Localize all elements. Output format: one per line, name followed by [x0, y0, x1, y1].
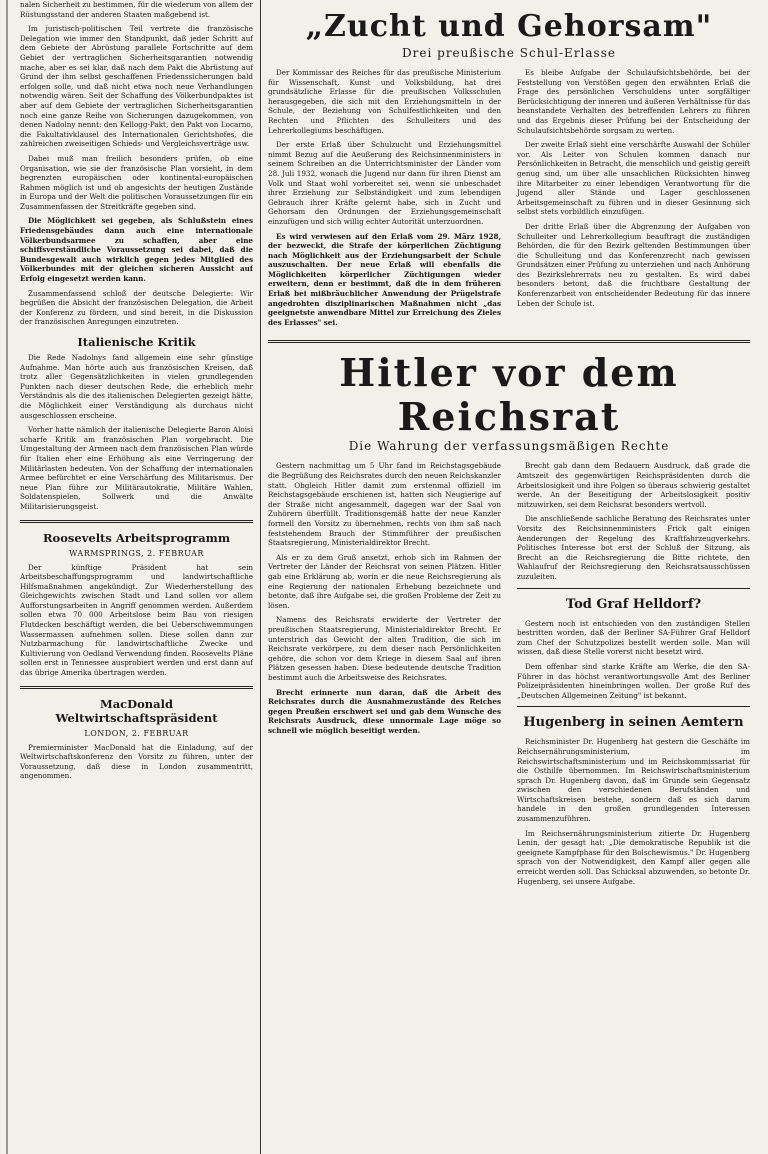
article-paragraph: Dabei muß man freilich besonders prüfen, ob eine Organisation, wie sie der französische Plan vorsieht, in dem begrenzten europäischen oder kontinental-europäischen Rahmen möglich ist und ob angesichts der heutigen Zustände in Europa und der Welt die politischen Voraussetzungen für ein Zusammenfassen der Streitkräfte gegeben sind.	[20, 153, 253, 211]
section-heading-helldorf: Tod Graf Helldorf?	[565, 596, 702, 612]
article-paragraph: Der zweite Erlaß sieht eine verschärfte Auswahl der Schüler vor. Als Leiter von Schulen kommen danach nur Persönlichkeiten in Betracht, die menschlich und geistig gereift genug sind, um über alle unsachlichen Rücksichten hinweg ihre Mitarbeiter zu einer lebendigen Verantwortung für die Jugend aller Stände und Lager geschlossenen Arbeitsgemeinschaft zu führen und in dieser Gesinnung sich selbst stets vorbildlich einzufügen.	[517, 140, 750, 217]
article-paragraph: Es bleibe Aufgabe der Schulaufsichtsbehörde, bei der Feststellung von Verstößen gegen den erwähnten Erlaß die Frage des persönlichen Verschuldens unter sorgfältiger Berücksichtigung der inneren und äußeren Verhältnisse für das beanstandete Verhalten des betreffenden Lehrers zu führen und das Ergebnis dieser Prüfung bei der Entscheidung der Schulaufsichtsbehörde sorgsam zu werten.	[517, 68, 750, 135]
section-heading-hugenberg: Hugenberg in seinen Aemtern	[523, 715, 744, 731]
article-paragraph: Namens des Reichsrats erwiderte der Vertreter der preußischen Staatsregierung, Ministerialdirektor Brecht. Er unterstrich das Gewicht der alten Tradition, die sich im Reichsrate verkörpere, zu dem dieser nach Persönlichkeiten gehöre, die schon vor dem Kriege in diesem Saal auf ihren Plätzen gesessen haben. Diese bedeutende deutsche Tradition bestimmt auch die Arbeitsweise des Reichsrates.	[268, 615, 501, 682]
article-paragraph: Der erste Erlaß über Schulzucht und Erziehungsmittel nimmt Bezug auf die Aeußerung des Reichsinnenministers in seinem Schreiben an die Unterrichtsminister der Länder vom 28. Juli 1932, wonach die Jugend nur dann für ihren Dienst am Volk und Staat wohl vorbereitet sei, wenn sie unbeschadet ihrer Erziehung zur Selbständigkeit und zum lebendigen Gebrauch ihrer Kräfte gelernt habe, sich in Zucht und Gehorsam den Ordnungen der Erziehungsgemeinschaft einzufügen und sich willig echter Autorität unterzuordnen.	[268, 140, 501, 226]
article-paragraph-bold: Es wird verwiesen auf den Erlaß vom 29. März 1928, der bezweckt, die Strafe der körperlichen Züchtigung nach Möglichkeit aus der Erziehungsarbeit der Schule auszuschalten. Der neue Erlaß will ebenfalls die Möglichkeiten körperlicher Züchtigungen wieder erweitern, denn er bestimmt, daß die in dem früheren Erlaß bei mißbräuchlicher Anwendung der Prügelstrafe angedrohten disziplinarischen Maßnahmen nicht „das geeignetste anwendbare Mittel zur Erreichung des Zieles des Erlasses" sei.	[268, 231, 501, 327]
section-heading-italian-critique: Italienische Kritik	[77, 335, 196, 349]
article-paragraph: Gestern nachmittag um 5 Uhr fand im Reichstagsgebäude die Begrüßung des Reichsrates durch den neuen Reichskanzler statt. Obgleich Hitler damit zum erstenmal offiziell im Reichstagsgebäude erschienen ist, hatten sich Neugierige auf der Straße nicht angesammelt, dagegen war der Saal von Zuhörern überfüllt. Traditionsgemäß hatte der neue Kanzler formell den Vorsitz zu übernehmen, rechts von ihm saß nach feststehendem Brauch der Stimmführer der preußischen Staatsregierung, Ministerialdirektor Brecht.	[268, 461, 501, 548]
section-divider	[20, 520, 253, 523]
left-column	[20, 0, 253, 1154]
section-heading-macdonald: MacDonald Weltwirtschaftspräsident	[55, 696, 218, 725]
article-paragraph: Im Reichsernährungsministerium zitierte Dr. Hugenberg Lenin, der gesagt hat: „Die demokratische Republik ist die geeignete Kampfphase für den Bolschewismus." Dr. Hugenberg sprach von der Notwendigkeit, den Kampf aller gegen alle erreicht werden soll. Das Schicksal abzuwenden, so betonte Dr. Hugenberg, sei unsere Aufgabe.	[517, 828, 750, 886]
article-paragraph: Gestern noch ist entschieden von den zuständigen Stellen bestritten worden, daß der Berliner SA-Führer Graf Helldorf zum Chef der Schutzpolizei bestellt werden solle. Man will wissen, daß diese Stelle vorerst nicht besetzt wird.	[517, 618, 750, 657]
headline-zucht-und-gehorsam: „Zucht und Gehorsam"	[305, 9, 713, 44]
article-paragraph: Zusammenfassend schloß der deutsche Delegierte: Wir begrüßen die Absicht der französischen Delegation, die Arbeit der Konferenz zu fördern, und sind bereit, in die Diskussion der französischen Anregungen einzutreten.	[20, 288, 253, 327]
article-two-columns	[268, 68, 750, 332]
section-divider	[268, 340, 750, 343]
subheadline-verfassung: Die Wahrung der verfassungsmäßigen Rechte	[348, 439, 670, 454]
article-column	[268, 68, 501, 332]
dateline: WARMSPRINGS, 2. FEBRUAR	[69, 548, 204, 558]
article-column	[268, 461, 501, 891]
article-paragraph: Als er zu dem Gruß ansetzt, erhob sich im Rahmen der Vertreter der Länder der Reichsrat von seinen Plätzen. Hitler gab eine Erklärung ab, worin er die neue Reichsregierung als eine Regierung der nationalen Erhebung bezeichnete und betonte, daß ihre Aufgabe sei, die großen Probleme der Zeit zu lösen.	[268, 552, 501, 610]
article-paragraph: nalen Sicherheit zu bestimmen, für die wiederum von allem der Rüstungsstand der anderen Staaten maßgebend ist.	[20, 0, 253, 19]
article-column	[517, 461, 750, 891]
subheadline-schul-erlasse: Drei preußische Schul-Erlasse	[402, 46, 616, 60]
article-paragraph: Dem offenbar sind starke Kräfte am Werke, die den SA-Führer in das höchst verantwortungsvolle Amt des Berliner Polizeipräsidenten hineinbringen wollen. Der große Ruf des „Deutschen Allgemeinen Zeitung" ist bekannt.	[517, 661, 750, 700]
article-paragraph: Die Rede Nadolnys fand allgemein eine sehr günstige Aufnahme. Man hörte auch aus französischen Kreisen, daß trotz aller Gegensätzlichkeiten in vielen grundlegenden Punkten nach dieser deutschen Rede, die erheblich mehr Verständnis als die des italienischen Delegierten gezeigt hätte, die Möglichkeit einer Verständigung als durchaus nicht ausgeschlossen erscheine.	[20, 353, 253, 420]
article-paragraph: Reichsminister Dr. Hugenberg hat gestern die Geschäfte im Reichsernährungsministerium, im Reichswirtschaftsministerium und im Reichskommissariat für die Osthilfe übernommen. Im Reichswirtschaftsministerium sprach Dr. Hugenberg davon, daß im Grunde sein Gegensatz zwischen den verschiedenen Berufständen und Wirtschaftskreisen bestehe, sondern daß es sich darum handele in den großen grundlegenden Interessen zusammenzuführen.	[517, 737, 750, 824]
article-paragraph: Der dritte Erlaß über die Abgrenzung der Aufgaben von Schulleiter und Lehrerkollegium beauftragt die zuständigen Behörden, die für den Bezirk geltenden Bestimmungen über die Schulleitung und das Konferenzrecht nach gewissen Grundsätzen einer Prüfung zu unterziehen und nach Anhörung des Bezirkslehrerrats neu zu gestalten. Es wird dabei besonders betont, daß die fruchtbare Gestaltung der Konferenzarbeit von entscheidender Bedeutung für das innere Leben der Schule ist.	[517, 221, 750, 308]
article-paragraph-bold: Die Möglichkeit sei gegeben, als Schlußstein eines Friedensgebäudes dann auch eine internationale Völkerbundsarmee zu schaffen, aber eine schiffsverständliche Voraussetzung sei dabei, daß die Bundesgewalt auch wirklich gegen jedes Mitglied des Völkerbundes mit der gleichen sicheren Aussicht auf Erfolg eingesetzt werden kann.	[20, 216, 253, 284]
article-paragraph: Die anschließende sachliche Beratung des Reichsrates unter Vorsitz des Reichsinnenministers Frick galt einigen Aenderungen der Regelung des Kraftfahrzeugverkehrs. Politisches Interesse bot erst der Schluß der Sitzung, als Brecht an die Reichsregierung die Bitte richtete, den Wahlaufruf der Reichsregierung den Reichsratsausschüssen zuzuleiten.	[517, 514, 750, 581]
dateline: LONDON, 2. FEBRUAR	[84, 728, 189, 738]
article-paragraph: Im juristisch-politischen Teil vertrete die französische Delegation wie immer den Standpunkt, daß jeder Schritt auf dem Gebiete der Abrüstung parallele Fortschritte auf dem Gebiet der vertraglichen Sicherheitsgarantien notwendig mache, aber es sei klar, daß nach dem Pakt die Abrüstung auf Grund der ihm selbst geschaffenen Friedenssicherungen bald erfolgen solle, und daß nicht etwa noch neue Verhandlungen notwendig wären. Seit der Schaffung des Völkerbundpaktes ist aber auf dem Gebiete der vertraglichen Sicherheitsgarantien noch eine ganze Reihe von Sicherungen dazugekommen, von denen Nadolny nennt: den Kellogg-Pakt, den Pakt von Locarno, die Fakultativklausel des Internationalen Gerichtshofes, die zahlreichen zweiseitigen Schieds- und Vergleichsverträge usw.	[20, 24, 253, 149]
section-heading-roosevelt: Roosevelts Arbeitsprogramm	[43, 530, 230, 545]
article-paragraph: Der Kommissar des Reiches für das preußische Ministerium für Wissenschaft, Kunst und Volksbildung, hat drei grundsätzliche Erlasse für die preußischen Volksschulen herausgegeben, die sich mit den Erziehungsmitteln in der Schule, der Beziehung von Schulfestlichkeiten und den Rechten und Pflichten des Schulleiters und des Lehrerkollegiums beschäftigen.	[268, 68, 501, 135]
article-paragraph: Der künftige Präsident hat sein Arbeitsbeschaffungsprogramm und landwirtschaftliche Hilfsmaßnahmen angekündigt. Zur Wiederherstellung des Gleichgewichts zwischen Stadt und Land sollen vor allem Aufforstungsarbeiten in Angriff genommen werden. Außerdem sollen etwa 70 000 Arbeitslose beim Bau von riesigen Flutdecken beschäftigt werden, die bei Ueberschwemmungen Wassermassen aufnehmen sollen. Diese sollen dann zur Nutzbarmachung für landwirtschaftliche Zwecke und Kultivierung von Oedland Verwendung finden. Roosevelts Pläne sollen erst in Tennessee ausprobiert werden und erst dann auf das übrige Amerika übertragen werden.	[20, 562, 253, 678]
section-divider	[517, 588, 750, 589]
article-paragraph: Brecht gab dann dem Bedauern Ausdruck, daß grade die Amtszeit des gegenwärtigen Reichspräsidenten durch die Arbeitslosigkeit und ihre Folgen so überaus schwierig gestaltet werde. An der Beseitigung der Arbeitslosigkeit positiv mitzuwirken, sei dem Reichsrat besonders wertvoll.	[517, 461, 750, 509]
headline-hitler-vor-dem-reichsrat: Hitler vor dem Reichsrat	[339, 350, 679, 440]
article-paragraph-bold: Brecht erinnerte nun daran, daß die Arbeit des Reichsrates durch die Ausnahmezustände des Reiches gegen Preußen erschwert sei und gab dem Wunsche des Reichsrats Ausdruck, diese unnormale Lage möge so schnell wie möglich beseitigt werden.	[268, 687, 501, 735]
page-edge-shadow	[6, 0, 8, 1154]
column-divider	[260, 0, 261, 1154]
article-column	[517, 68, 750, 332]
article-two-columns	[268, 461, 750, 891]
section-divider	[517, 706, 750, 707]
right-column	[268, 0, 750, 1154]
article-paragraph: Vorher hatte nämlich der italienische Delegierte Baron Aloisi scharfe Kritik am französischen Plan vorgebracht. Die Umgestaltung der Armeen nach dem französischen Plan würde für Italien eher eine Erhöhung als eine Verringerung der Militärlasten bedeuten. Von der Schaffung der internationalen Armee befürchtet er eine Verschärfung des Militarismus. Der neue Plan führe zur Militärautokratie, Militäre Wahlen, Soldatenspielen, Sollwerk und die Anwälte Militarisierungsgeist.	[20, 425, 253, 511]
article-paragraph: Premierminister MacDonald hat die Einladung, auf der Weltwirtschaftskonferenz den Vorsitz zu führen, unter der Voraussetzung, daß diese in London zusammentritt, angenommen.	[20, 742, 253, 781]
section-divider	[20, 686, 253, 689]
